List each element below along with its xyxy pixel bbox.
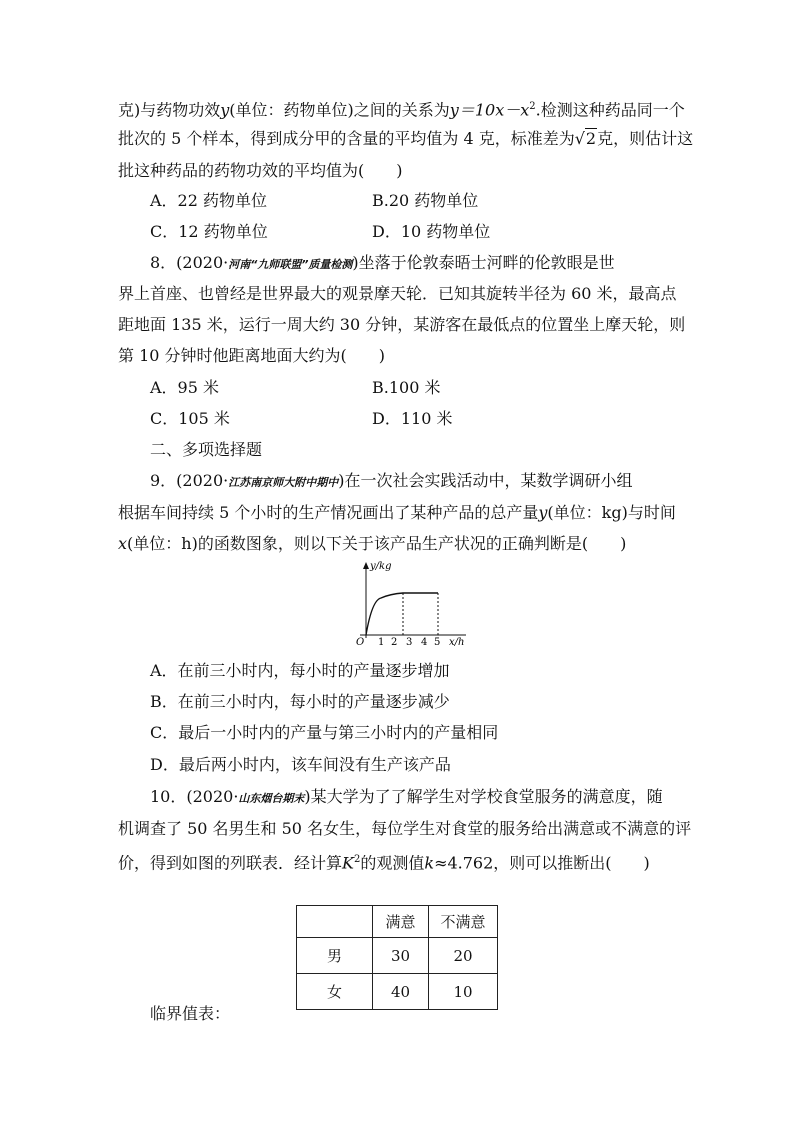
q8-option-c: C．105 米 — [150, 409, 230, 428]
q7-formula: y＝10x－x — [449, 100, 530, 120]
q9-text: (单位：kg)与时间 — [547, 503, 676, 522]
q8-line-2: 界上首座、也曾经是世界最大的观景摩天轮．已知其旋转半径为 60 米，最高点 — [118, 284, 677, 303]
q9-text: )在一次社会实践活动中，某数学调研小组 — [338, 471, 633, 490]
q9-option-d: D．最后两小时内，该车间没有生产该产品 — [150, 755, 451, 774]
table-row — [297, 938, 498, 974]
var-k: k — [424, 853, 435, 873]
table-header-cell: 满意 — [373, 906, 429, 938]
q8-option-d: D．110 米 — [372, 409, 453, 428]
q7-line-3: 批这种药品的药物功效的平均值为( ) — [118, 161, 403, 180]
var-x: x — [118, 534, 128, 553]
table-cell: 女 — [297, 974, 373, 1010]
q8-source: 河南“九师联盟”质量检测 — [228, 258, 353, 271]
table-cell: 10 — [429, 974, 498, 1010]
var-K: K — [342, 853, 354, 873]
q9-option-b: B．在前三小时内，每小时的产量逐步减少 — [150, 692, 450, 711]
x-axis-label: x/h — [449, 637, 465, 648]
q9-line-2 — [118, 502, 676, 524]
q7-option-b: B.20 药物单位 — [372, 191, 479, 210]
q10-text: ≈4.762，则可以推断出( ) — [434, 853, 650, 873]
tick-label: 4 — [421, 637, 428, 648]
q7-option-d: D．10 药物单位 — [372, 222, 491, 241]
production-curve — [366, 593, 438, 635]
table-cell: 男 — [297, 938, 373, 974]
q7-option-c: C．12 药物单位 — [150, 222, 268, 241]
q7-text: 批次的 5 个样本，得到成分甲的含量的平均值为 4 克，标准差为 — [118, 129, 575, 148]
origin-label: O — [356, 637, 365, 648]
q9-text: (单位：h)的函数图象，则以下关于该产品生产状况的正确判断是( ) — [127, 534, 627, 553]
table-cell: 30 — [373, 938, 429, 974]
var-y: y — [538, 503, 548, 522]
q7-formula-exponent: 2 — [529, 101, 536, 112]
q10-text: 价，得到如图的列联表．经计算 — [118, 853, 343, 873]
critical-value-label: 临界值表： — [150, 1004, 231, 1023]
q10-line-2: 机调查了 50 名男生和 50 名女生，每位学生对食堂的服务给出满意或不满意的评 — [118, 819, 692, 838]
q9-text: 根据车间持续 5 个小时的生产情况画出了某种产品的总产量 — [118, 503, 539, 522]
q9-source: 江苏南京师大附中期中 — [228, 476, 339, 489]
q9-number: 9．(2020· — [150, 471, 229, 490]
table-cell: 20 — [429, 938, 498, 974]
q9-option-a: A．在前三小时内，每小时的产量逐步增加 — [150, 661, 450, 680]
q7-text: (单位：药物单位)之间的关系为 — [229, 100, 450, 120]
tick-label: 5 — [434, 637, 441, 648]
q8-line-4: 第 10 分钟时他距离地面大约为( ) — [118, 346, 386, 365]
q8-line-1 — [150, 252, 615, 276]
q8-option-a: A．95 米 — [150, 378, 220, 397]
q10-text: )某大学为了了解学生对学校食堂服务的满意度，随 — [304, 787, 663, 806]
q9-option-c: C．最后一小时内的产量与第三小时内的产量相同 — [150, 723, 499, 742]
q10-line-1 — [150, 786, 663, 810]
table-cell: 40 — [373, 974, 429, 1010]
q7-option-a: A．22 药物单位 — [150, 191, 268, 210]
tick-label: 3 — [406, 637, 413, 648]
q10-line-3 — [118, 849, 650, 874]
sqrt-symbol — [575, 128, 597, 150]
q8-text: )坐落于伦敦泰晤士河畔的伦敦眼是世 — [352, 253, 615, 272]
q8-option-b: B.100 米 — [372, 378, 441, 397]
q10-source: 山东烟台期末 — [238, 792, 305, 805]
tick-label: 2 — [391, 637, 398, 648]
sqrt-sign: √ — [574, 129, 585, 148]
q8-line-3: 距地面 135 米，运行一周大约 30 分钟，某游客在最低点的位置坐上摩天轮，则 — [118, 315, 686, 334]
q7-text: .检测这种药品同一个 — [535, 100, 685, 120]
table-row — [297, 974, 498, 1010]
table-header-row — [297, 906, 498, 938]
q7-text: 克，则估计这 — [597, 129, 694, 148]
y-axis-arrow — [363, 562, 369, 569]
table-header-cell — [297, 906, 373, 938]
tick-label: 1 — [378, 637, 385, 648]
contingency-table — [296, 905, 498, 1010]
q9-line-1 — [150, 470, 632, 494]
q7-line-1 — [118, 96, 685, 121]
q8-number: 8．(2020· — [150, 253, 229, 272]
sqrt-radicand: 2 — [585, 129, 597, 148]
y-axis-label: y/kg — [370, 561, 392, 572]
production-graph — [348, 560, 478, 650]
q9-line-3 — [118, 533, 626, 555]
q7-line-2 — [118, 128, 693, 150]
q10-text: 的观测值 — [360, 853, 425, 873]
table-header-cell: 不满意 — [429, 906, 498, 938]
q7-text: 克)与药物功效 — [118, 100, 221, 120]
var-K-exponent: 2 — [353, 854, 361, 865]
q10-number: 10．(2020· — [150, 787, 239, 806]
section-heading: 二、多项选择题 — [150, 440, 263, 459]
var-y: y — [220, 100, 230, 120]
